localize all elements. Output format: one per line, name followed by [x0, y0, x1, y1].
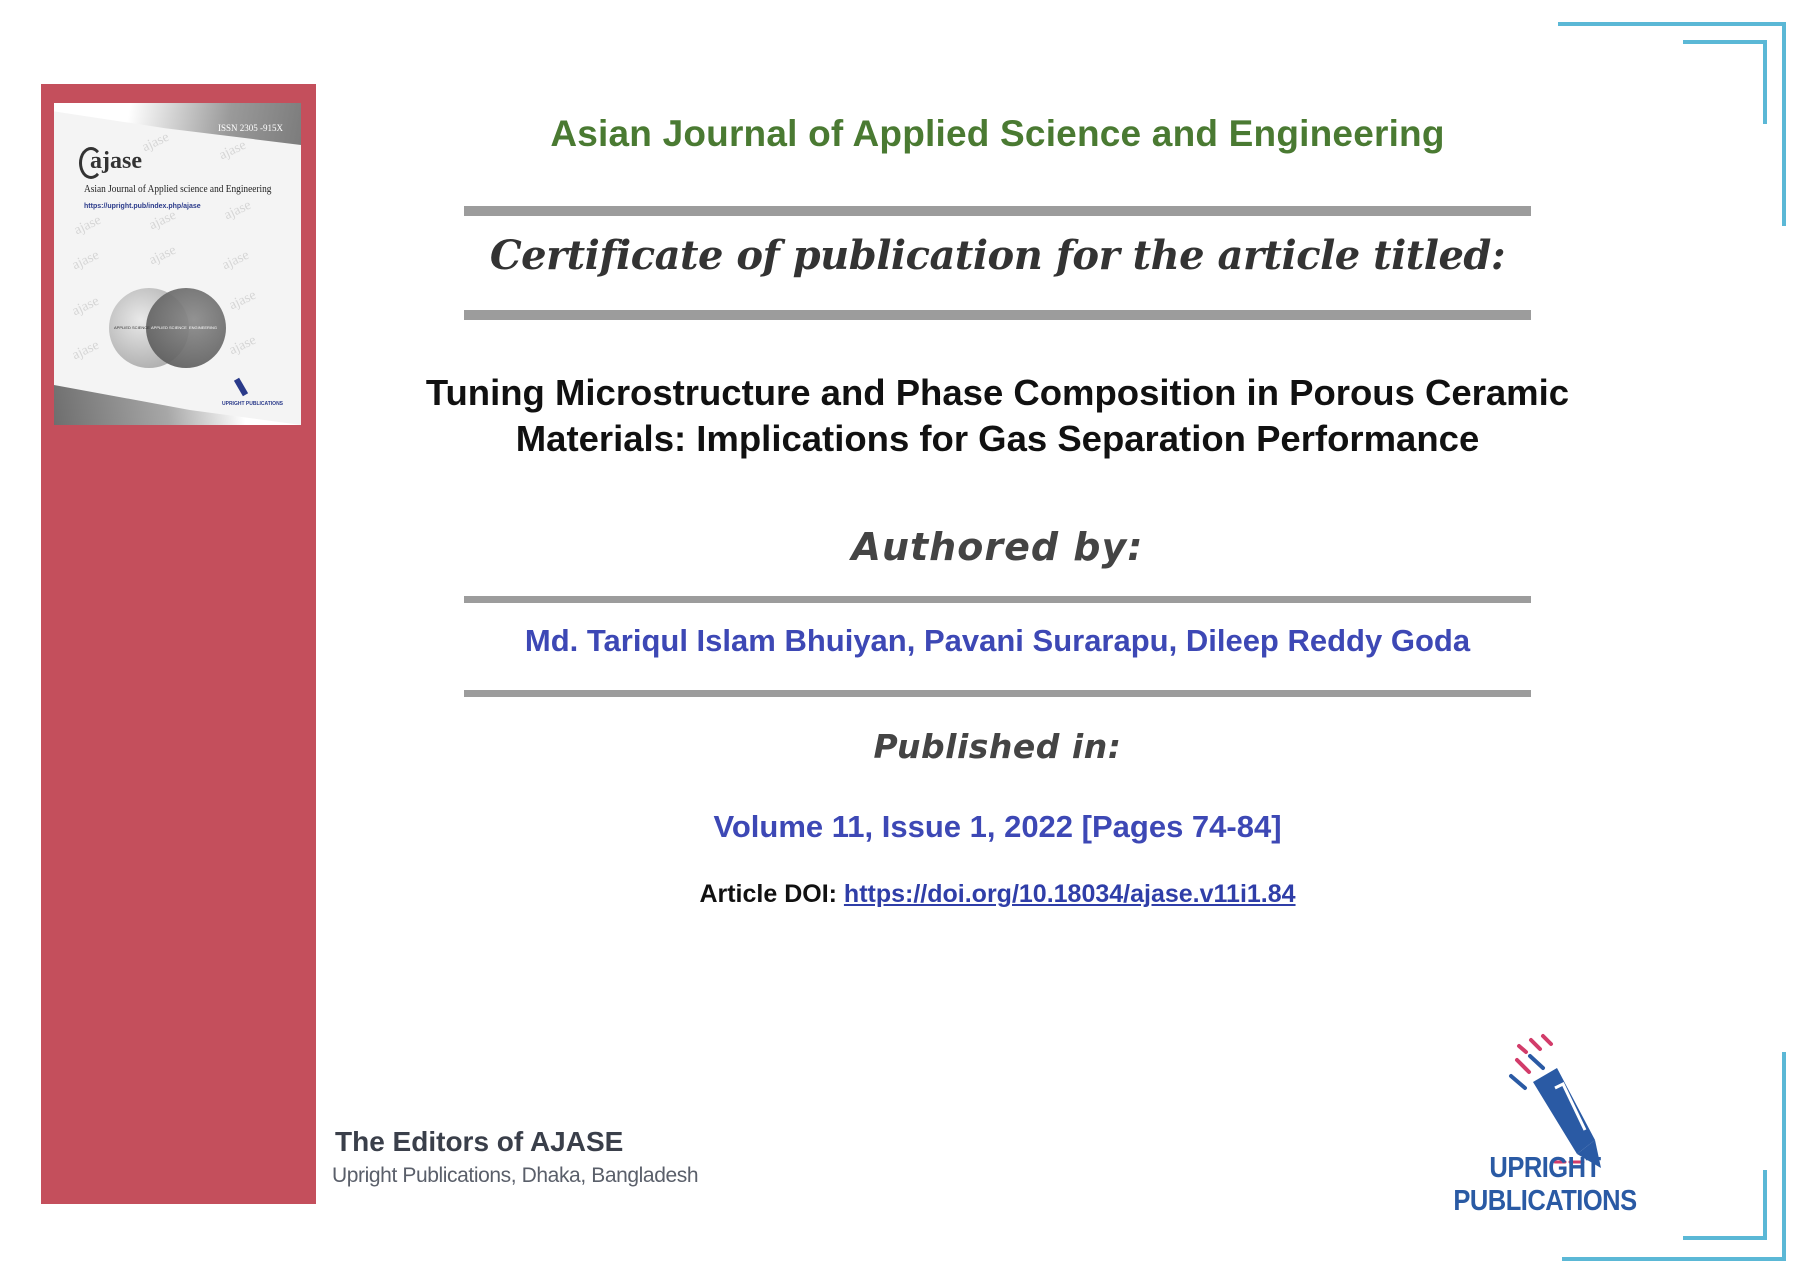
cover-bottom-band — [54, 375, 301, 425]
cover-watermark: ajase — [219, 247, 252, 274]
cover-publisher: UPRIGHT PUBLICATIONS — [222, 401, 284, 407]
cover-watermark: ajase — [146, 242, 179, 269]
publisher-address: Upright Publications, Dhaka, Bangladesh — [332, 1164, 699, 1187]
cover-url: https://upright.pub/index.php/ajase — [84, 203, 201, 210]
bottom-right-inner-bracket — [1683, 1170, 1767, 1240]
article-title — [360, 370, 1635, 462]
cover-watermark: ajase — [69, 337, 102, 364]
doi-line — [400, 880, 1595, 909]
cover-logo-text: ajase — [90, 148, 142, 174]
doi-label: Article DOI: — [699, 880, 837, 908]
cover-venn-left-label: APPLIED SCIENCE — [114, 325, 150, 330]
cover-journal-title: Asian Journal of Applied science and Engineering — [84, 183, 272, 195]
journal-title: Asian Journal of Applied Science and Engineering — [550, 113, 1445, 154]
cover-venn-right-label: ENGINEERING — [189, 325, 218, 330]
editors-signature: The Editors of AJASE — [335, 1126, 624, 1157]
divider-rule — [464, 596, 1531, 603]
authors-list: Md. Tariqul Islam Bhuiyan, Pavani Surarapu, Dileep Reddy Goda — [524, 623, 1471, 658]
authored-by-label: Authored by: — [851, 525, 1144, 569]
cover-watermark: ajase — [69, 293, 102, 320]
doi-link[interactable]: https://doi.org/10.18034/ajase.v11i1.84 — [843, 880, 1296, 908]
pen-icon — [1511, 1036, 1601, 1168]
cover-watermark: ajase — [226, 332, 259, 359]
journal-cover-image — [54, 103, 301, 425]
certificate-heading: Certificate of publication for the article titled: — [489, 232, 1506, 279]
top-right-inner-bracket — [1683, 40, 1767, 124]
cover-venn-center-label: APPLIED SCIENCE — [151, 325, 187, 330]
published-in-label: Published in: — [873, 727, 1122, 766]
cover-watermark: ajase — [221, 197, 254, 224]
article-title-line: Tuning Microstructure and Phase Composition in Porous Ceramic — [425, 372, 1570, 413]
divider-rule — [464, 690, 1531, 697]
divider-rule — [464, 310, 1531, 320]
publisher-logo-text: UPRIGHT PUBLICATIONS — [1453, 1152, 1637, 1217]
cover-watermark: ajase — [139, 129, 172, 156]
divider-rule — [464, 206, 1531, 216]
cover-issn: ISSN 2305 -915X — [217, 123, 283, 133]
cover-watermark: ajase — [216, 137, 249, 164]
cover-watermark: ajase — [226, 287, 259, 314]
volume-issue-info: Volume 11, Issue 1, 2022 [Pages 74-84] — [713, 809, 1282, 844]
cover-watermark: ajase — [69, 247, 102, 274]
cover-watermark: ajase — [146, 207, 179, 234]
cover-watermark: ajase — [71, 212, 104, 239]
article-title-line: Materials: Implications for Gas Separation Performance — [515, 418, 1480, 459]
cover-pen-icon — [234, 378, 248, 397]
